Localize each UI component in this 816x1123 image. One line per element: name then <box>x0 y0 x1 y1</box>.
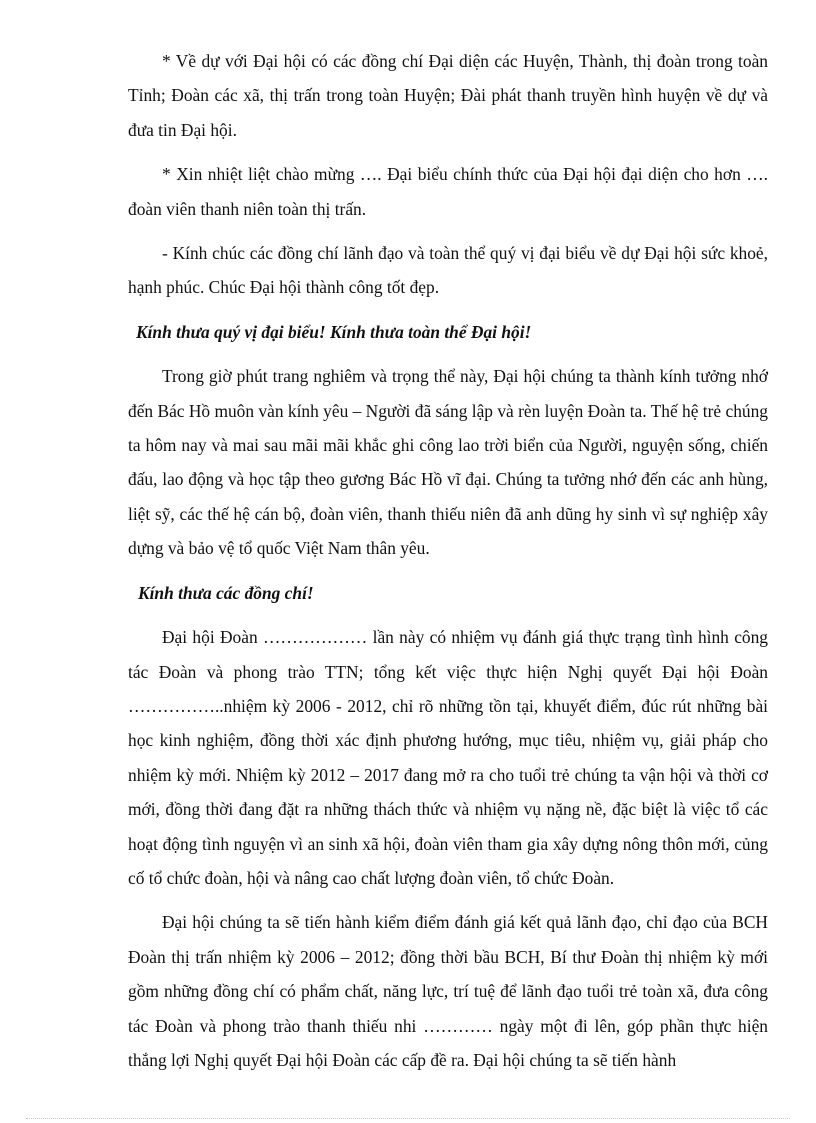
heading-dear-guests: Kính thưa quý vị đại biểu! Kính thưa toàn thể Đại hội! <box>136 321 532 342</box>
paragraph-welcome-delegates: * Xin nhiệt liệt chào mừng …. Đại biểu chính thức của Đại hội đại diện cho hơn …. đoàn viên thanh niên toàn thị trấn. <box>128 164 768 219</box>
page-footer-divider <box>26 1118 790 1119</box>
paragraph-tribute: Trong giờ phút trang nghiêm và trọng thể này, Đại hội chúng ta thành kính tưởng nhớ đến Bác Hồ muôn vàn kính yêu – Người đã sáng lập và rèn luyện Đoàn ta. Thế hệ trẻ chúng ta hôm nay và mai sau mãi mãi khắc ghi công lao trời biển của Người, nguyện sống, chiến đấu, lao động và học tập theo gương Bác Hồ vĩ đại. Chúng ta tưởng nhớ đến các anh hùng, liệt sỹ, các thế hệ cán bộ, đoàn viên, thanh thiếu niên đã anh dũng hy sinh vì sự nghiệp xây dựng và bảo vệ tổ quốc Việt Nam thân yêu. <box>128 366 768 559</box>
heading-dear-comrades: Kính thưa các đồng chí! <box>138 582 314 603</box>
paragraph-wishes: - Kính chúc các đồng chí lãnh đạo và toàn thể quý vị đại biểu về dự Đại hội sức khoẻ, hạnh phúc. Chúc Đại hội thành công tốt đẹp. <box>128 243 768 298</box>
paragraph-congress-agenda: Đại hội chúng ta sẽ tiến hành kiểm điểm đánh giá kết quả lãnh đạo, chỉ đạo của BCH Đoàn thị trấn nhiệm kỳ 2006 – 2012; đồng thời bầu BCH, Bí thư Đoàn thị nhiệm kỳ mới gồm những đồng chí có phẩm chất, năng lực, trí tuệ để lãnh đạo tuổi trẻ toàn xã, đưa công tác Đoàn và phong trào thanh thiếu nhi ………… ngày một đi lên, góp phần thực hiện thắng lợi Nghị quyết Đại hội Đoàn các cấp đề ra. Đại hội chúng ta sẽ tiến hành <box>128 912 768 1070</box>
paragraph-delegates-attending: * Về dự với Đại hội có các đồng chí Đại diện các Huyện, Thành, thị đoàn trong toàn Tỉnh; Đoàn các xã, thị trấn trong toàn Huyện; Đài phát thanh truyền hình huyện về dự và đưa tin Đại hội. <box>128 51 768 140</box>
document-page <box>128 44 768 1087</box>
paragraph-congress-tasks: Đại hội Đoàn ……………… lần này có nhiệm vụ đánh giá thực trạng tình hình công tác Đoàn và phong trào TTN; tổng kết việc thực hiện Nghị quyết Đại hội Đoàn ……………..nhiệm kỳ 2006 - 2012, chỉ rõ những tồn tại, khuyết điểm, đúc rút những bài học kinh nghiệm, đồng thời xác định phương hướng, mục tiêu, nhiệm vụ, giải pháp cho nhiệm kỳ mới. Nhiệm kỳ 2012 – 2017 đang mở ra cho tuổi trẻ chúng ta vận hội và thời cơ mới, đồng thời đang đặt ra những thách thức và nhiệm vụ nặng nề, đặc biệt là việc tổ các hoạt động tình nguyện vì an sinh xã hội, đoàn viên tham gia xây dựng nông thôn mới, củng cố tổ chức đoàn, hội và nâng cao chất lượng đoàn viên, tổ chức Đoàn. <box>128 627 768 888</box>
